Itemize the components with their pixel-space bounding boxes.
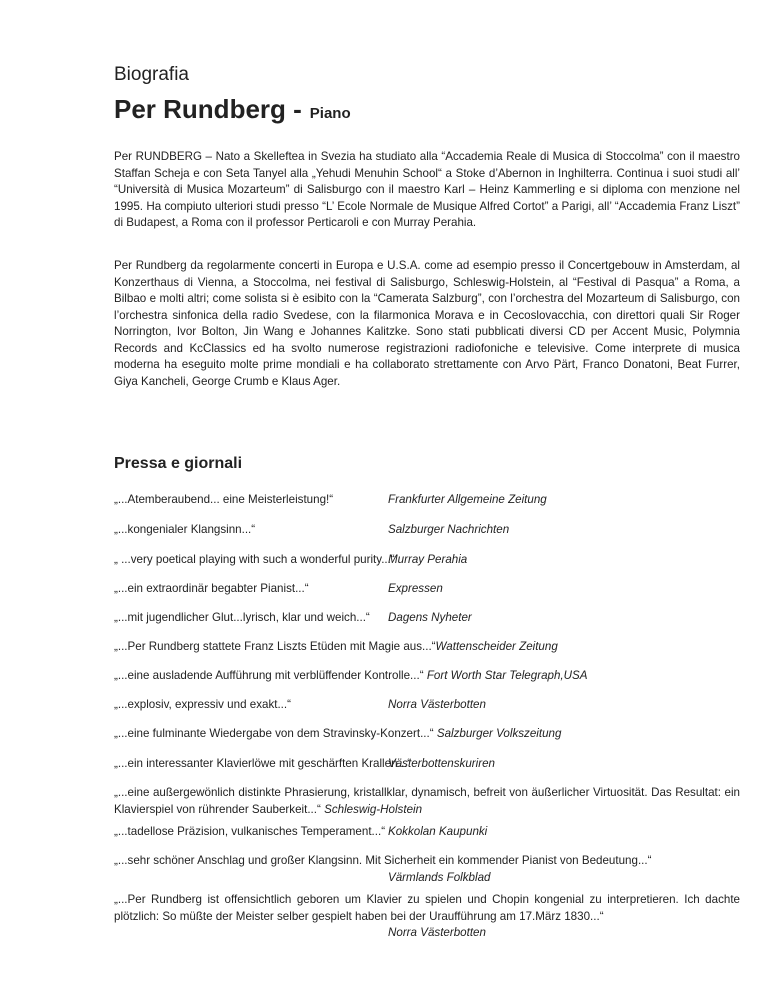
quote: „...Per Rundberg ist offensichtlich geboren um Klavier zu spielen und Chopin kongenial zu interpretieren. Ich dachte plötzlich: So müßte der Meister selber gespielt haben bei der Uraufführung am 17.März 1830...“ bbox=[114, 893, 740, 923]
press-item bbox=[114, 697, 740, 714]
quote: „...kongenialer Klangsinn...“ bbox=[114, 523, 256, 536]
quote: „...ein interessanter Klavierlöwe mit geschärften Krallen...“ bbox=[114, 757, 412, 770]
source: Fort Worth Star Telegraph,USA bbox=[426, 669, 588, 682]
source: Värmlands Folkblad bbox=[388, 870, 491, 884]
press-item bbox=[114, 824, 740, 841]
press-item bbox=[114, 726, 740, 743]
press-item bbox=[114, 610, 740, 627]
quote: „...tadellose Präzision, vulkanisches Temperament...“ bbox=[114, 825, 386, 838]
quote: „...explosiv, expressiv und exakt...“ bbox=[114, 698, 291, 711]
source: Wattenscheider Zeitung bbox=[435, 640, 558, 653]
source: Kokkolan Kaupunki bbox=[388, 825, 488, 838]
quote: „...eine ausladende Aufführung mit verblüffender Kontrolle...“ bbox=[114, 669, 427, 682]
source: Västerbottenskuriren bbox=[388, 757, 495, 770]
artist-title bbox=[114, 94, 740, 125]
artist-name: Per Rundberg - bbox=[114, 94, 302, 124]
press-item bbox=[114, 892, 740, 939]
quote: „...sehr schöner Anschlag und großer Klangsinn. Mit Sicherheit ein kommender Pianist von Bedeutung...“ bbox=[114, 854, 652, 867]
press-item bbox=[114, 581, 740, 598]
source: Murray Perahia bbox=[388, 553, 468, 566]
source: Salzburger Volkszeitung bbox=[436, 727, 562, 740]
instrument: Piano bbox=[309, 105, 351, 122]
bio-paragraph: Per RUNDBERG – Nato a Skelleftea in Svezia ha studiato alla “Accademia Reale di Musica di Stoccolma” con il maestro Staffan Scheja e con Seta Tanyel alla „Yehudi Menuhin School“ a Stoke d’Abernon in Inghilterra. Continua i suoi studi all’ “Università di Musica Mozarteum” di Salisburgo con il maestro Karl – Heinz Kammerling e si diploma con menzione nel 1995. Ha compiuto ulteriori studi presso “L’ Ecole Normale de Musique Alfred Cortot” a Parigi, all’ “Accademia Franz Liszt” di Budapest, a Roma con il professor Perticaroli e con Murray Perahia. bbox=[114, 150, 740, 229]
press-item bbox=[114, 756, 740, 773]
press-item bbox=[114, 668, 740, 685]
source: Dagens Nyheter bbox=[388, 611, 472, 624]
quote: „...Atemberaubend... eine Meisterleistung!“ bbox=[114, 493, 334, 506]
source: Norra Västerbotten bbox=[388, 698, 486, 711]
press-item bbox=[114, 639, 740, 656]
quote: „...mit jugendlicher Glut...lyrisch, klar und weich...“ bbox=[114, 611, 370, 624]
press-item bbox=[114, 785, 740, 818]
page-heading: Biografia bbox=[114, 64, 189, 85]
quote: „...eine außergewönlich distinkte Phrasierung, kristallklar, dynamisch, befreit von äußerlicher Virtuosität. Das Resultat: ein Klavierspiel von rührender Sauberkeit...“ bbox=[114, 786, 740, 816]
press-item bbox=[114, 522, 740, 539]
press-item bbox=[114, 492, 740, 509]
source: Frankfurter Allgemeine Zeitung bbox=[388, 493, 547, 506]
quote: „...Per Rundberg stattete Franz Liszts Etüden mit Magie aus...“ bbox=[114, 640, 436, 653]
quote: „...ein extraordinär begabter Pianist...“ bbox=[114, 582, 309, 595]
source: Schleswig-Holstein bbox=[324, 802, 423, 816]
bio-paragraph: Per Rundberg da regolarmente concerti in Europa e U.S.A. come ad esempio presso il Concertgebouw in Amsterdam, al Konzerthaus di Vienna, a Stoccolma, nei festival di Salisburgo, Schleswig-Holstein, al “Festival di Pasqua” a Roma, a Bilbao e molti altri; come solista si è esibito con la “Camerata Salzburg”, con l’orchestra del Mozarteum di Salisburgo, con l’orchestra sinfonica della radio Svedese, con la filarmonica Morava e in Cecoslovacchia, con direttori quali Sir Roger Norrington, Ivor Bolton, Jin Wang e Johannes Kalitzke. Sono stati pubblicati diversi CD per Accent Music, Polymnia Records and KcClassics ed ha svolto numerose registrazioni radiofoniche e televisive. Come interprete di musica moderna ha eseguito molte prime mondiali e ha collaborato strettamente con Arvo Pärt, Franco Donatoni, Beat Furrer, Giya Kancheli, George Crumb e Klaus Ager. bbox=[114, 259, 740, 388]
quote: „ ...very poetical playing with such a wonderful purity...“ bbox=[114, 553, 395, 566]
source: Norra Västerbotten bbox=[388, 926, 486, 939]
press-item bbox=[114, 552, 740, 569]
source: Expressen bbox=[388, 582, 443, 595]
quote: „...eine fulminante Wiedergabe von dem Stravinsky-Konzert...“ bbox=[114, 727, 437, 740]
source: Salzburger Nachrichten bbox=[388, 523, 510, 536]
press-item bbox=[114, 853, 740, 887]
press-heading: Pressa e giornali bbox=[114, 455, 243, 472]
